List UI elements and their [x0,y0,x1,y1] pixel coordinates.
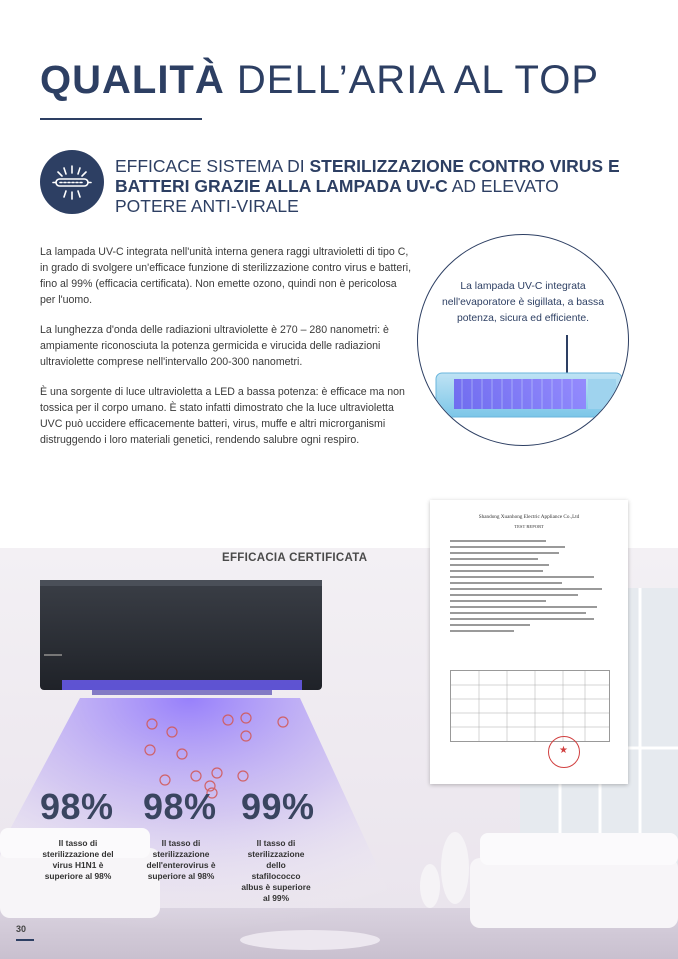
report-company: Shandong Xuanhong Electric Appliance Co.,Ltd [478,514,580,520]
stat-caption-staphylococcus: Il tasso di sterilizzazione dello stafilococco albus è superiore al 99% [241,838,311,903]
test-report-document [430,500,628,784]
stat-value-staphylococcus: 99% [241,786,315,827]
stat-caption-enterovirus: Il tasso di sterilizzazione dell'enterovirus è superiore al 98% [146,838,216,881]
page-title [40,58,599,103]
evaporator-illustration [432,369,628,421]
uv-lamp-callout [417,234,629,446]
stat-caption-h1n1: Il tasso di sterilizzazione del virus H1N1 è superiore al 98% [42,838,114,881]
subtitle-part-1: EFFICACE SISTEMA DI [115,156,310,176]
page-title-light: DELL’ARIA AL TOP [236,58,600,102]
stat-value-h1n1: 98% [40,786,114,827]
section-subtitle [115,156,635,216]
uv-lamp-icon [40,150,104,214]
report-title: TEST REPORT [514,524,544,529]
title-underline [40,118,202,120]
body-paragraph-3: È una sorgente di luce ultravioletta a LED a bassa potenza: è efficace ma non tossica per il corpo umano. È stato infatti dimostrato che la luce ultravioletta UVC può uccidere efficacemente batteri, virus, muffe e altri microrganismi distruggendo i loro materiali genetici, rendendo salubre ogni respiro. [40,386,405,446]
callout-text: La lampada UV-C integrata nell'evaporatore è sigillata, a bassa potenza, sicura ed efficiente. [442,281,604,324]
subtitle-part-2: STERILIZZAZIONE CONTRO VIRUS E BATTERI GRAZIE ALLA LAMPADA UV-C [115,156,620,196]
page-title-bold: QUALITÀ [40,58,225,102]
report-results-table [450,670,610,742]
certified-efficacy-label: EFFICACIA CERTIFICATA [222,552,368,564]
stat-value-enterovirus: 98% [143,786,217,827]
page-number-rule [16,939,34,941]
subtitle-part-3: AD ELEVATO POTERE ANTI-VIRALE [115,176,559,216]
body-paragraph-1: La lampada UV-C integrata nell'unità interna genera raggi ultravioletti di tipo C, in grado di svolgere un'efficace funzione di sterilizzazione contro virus e batteri, fino al 99% (efficacia certificata). Non emette ozono, quindi non è pericolosa per l'uomo. [40,246,412,306]
stamp-star-icon: ★ [559,745,568,756]
page-number: 30 [16,924,27,934]
body-paragraph-2: La lunghezza d'onda delle radiazioni ultraviolette è 270 – 280 nanometri: è ampiamente riconosciuta la potenza germicida e virucida delle radiazioni ultraviolette comprese nell'intervallo 200-300 nanometri. [40,324,389,368]
body-text [40,244,412,462]
report-body-lines [450,540,610,636]
